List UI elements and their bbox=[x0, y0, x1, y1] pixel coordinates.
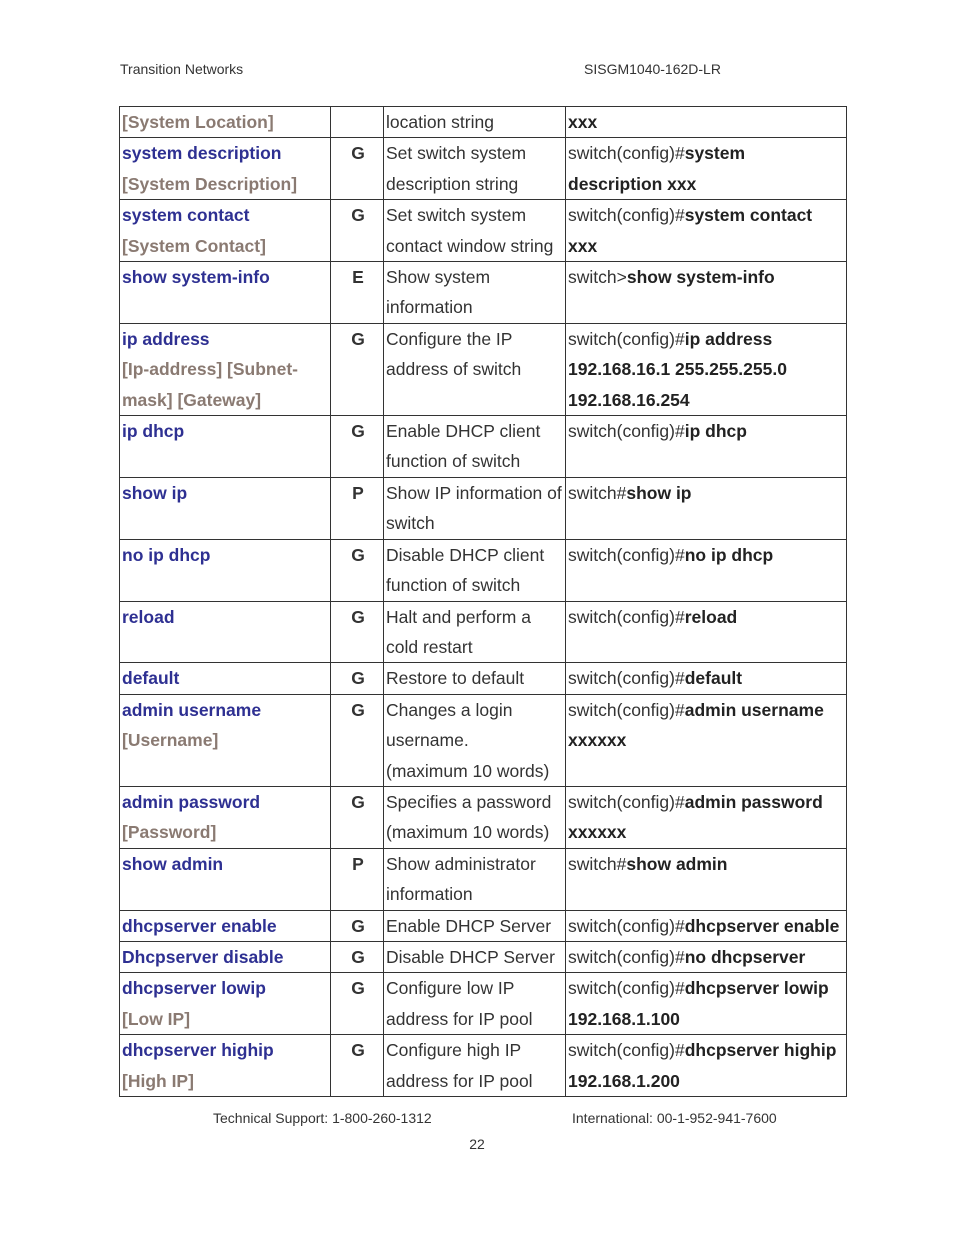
description-line: Configure the IP bbox=[386, 328, 513, 349]
mode-cell: G bbox=[331, 601, 384, 663]
example-line bbox=[568, 1004, 846, 1034]
description-line: Restore to default bbox=[386, 668, 525, 689]
description-cell bbox=[384, 323, 566, 415]
description-cell bbox=[384, 1035, 566, 1097]
command-cell bbox=[120, 694, 331, 786]
table-row bbox=[120, 539, 847, 601]
example-line bbox=[568, 602, 846, 632]
command-name: no ip dhcp bbox=[122, 544, 211, 565]
table-row bbox=[120, 1035, 847, 1097]
example-command: xxxxxx bbox=[568, 730, 627, 751]
command-cell bbox=[120, 941, 331, 972]
example-line bbox=[568, 817, 846, 847]
example-cell bbox=[566, 941, 847, 972]
example-prompt: switch(config)# bbox=[568, 946, 685, 967]
command-name: show ip bbox=[122, 482, 188, 503]
example-command: show admin bbox=[626, 853, 728, 874]
mode-cell: G bbox=[331, 416, 384, 478]
description-cell bbox=[384, 601, 566, 663]
example-line bbox=[568, 385, 846, 415]
description-line: switch bbox=[386, 513, 435, 534]
command-cell bbox=[120, 848, 331, 910]
example-line bbox=[568, 262, 846, 292]
header-model: SISGM1040-162D-LR bbox=[584, 61, 721, 77]
table-row bbox=[120, 941, 847, 972]
description-line: address for IP pool bbox=[386, 1070, 533, 1091]
header-company: Transition Networks bbox=[120, 61, 244, 77]
command-cell bbox=[120, 200, 331, 262]
example-line bbox=[568, 478, 846, 508]
description-line: information bbox=[386, 884, 473, 905]
description-line: location string bbox=[386, 112, 494, 132]
example-cell bbox=[566, 1035, 847, 1097]
example-line bbox=[568, 849, 846, 879]
example-command: ip address bbox=[684, 328, 773, 349]
page-number: 22 bbox=[469, 1136, 485, 1152]
mode-cell: G bbox=[331, 200, 384, 262]
mode-cell: G bbox=[331, 910, 384, 941]
description-line: Show system bbox=[386, 267, 491, 288]
command-parameter: [Low IP] bbox=[122, 1008, 191, 1029]
mode-cell: P bbox=[331, 848, 384, 910]
example-command: system bbox=[684, 143, 746, 164]
example-command: no dhcpserver bbox=[684, 946, 806, 967]
description-cell bbox=[384, 973, 566, 1035]
example-line bbox=[568, 107, 846, 137]
description-line: username. bbox=[386, 730, 469, 751]
description-cell bbox=[384, 848, 566, 910]
description-line: Disable DHCP client bbox=[386, 544, 545, 565]
command-table-body bbox=[120, 107, 847, 1097]
description-line: Changes a login bbox=[386, 699, 513, 720]
command-cell bbox=[120, 910, 331, 941]
command-name: dhcpserver enable bbox=[122, 915, 277, 936]
description-line: Set switch system bbox=[386, 205, 527, 226]
mode-cell: G bbox=[331, 323, 384, 415]
description-line: Enable DHCP Server bbox=[386, 915, 552, 936]
description-line: contact window string bbox=[386, 235, 554, 256]
command-parameter: mask] [Gateway] bbox=[122, 389, 262, 410]
description-cell bbox=[384, 107, 566, 138]
example-line bbox=[568, 169, 846, 199]
example-cell bbox=[566, 262, 847, 324]
example-prompt: switch(config)# bbox=[568, 699, 685, 720]
example-prompt: switch# bbox=[568, 853, 627, 874]
example-command: xxx bbox=[568, 235, 598, 256]
mode-cell: G bbox=[331, 694, 384, 786]
description-line: function of switch bbox=[386, 575, 521, 596]
description-cell bbox=[384, 910, 566, 941]
command-cell bbox=[120, 539, 331, 601]
description-line: Show IP information of bbox=[386, 482, 562, 503]
description-line: Specifies a password bbox=[386, 791, 552, 812]
example-line bbox=[568, 973, 846, 1003]
command-parameter: [Username] bbox=[122, 730, 219, 751]
table-row bbox=[120, 200, 847, 262]
example-prompt: switch(config)# bbox=[568, 978, 685, 999]
description-cell bbox=[384, 941, 566, 972]
command-name: system contact bbox=[122, 205, 250, 226]
example-line bbox=[568, 725, 846, 755]
description-cell bbox=[384, 663, 566, 694]
example-prompt: switch(config)# bbox=[568, 143, 685, 164]
command-parameter: [Ip-address] [Subnet- bbox=[122, 359, 298, 380]
command-name: admin username bbox=[122, 699, 262, 720]
table-row bbox=[120, 416, 847, 478]
command-name: dhcpserver highip bbox=[122, 1040, 274, 1061]
table-row bbox=[120, 138, 847, 200]
mode-cell: E bbox=[331, 262, 384, 324]
example-command: dhcpserver lowip bbox=[684, 978, 829, 999]
example-prompt: switch(config)# bbox=[568, 328, 685, 349]
command-name: admin password bbox=[122, 791, 261, 812]
example-prompt: switch# bbox=[568, 482, 627, 503]
table-row bbox=[120, 848, 847, 910]
command-table bbox=[119, 106, 847, 1097]
example-command: admin password bbox=[684, 791, 823, 812]
mode-cell: G bbox=[331, 1035, 384, 1097]
example-cell bbox=[566, 416, 847, 478]
example-prompt: switch(config)# bbox=[568, 606, 685, 627]
command-parameter: [System Location] bbox=[122, 112, 274, 132]
command-name: dhcpserver lowip bbox=[122, 978, 266, 999]
table-row bbox=[120, 694, 847, 786]
command-name: system description bbox=[122, 143, 282, 164]
description-line: Set switch system bbox=[386, 143, 527, 164]
description-line: Disable DHCP Server bbox=[386, 946, 555, 967]
example-cell bbox=[566, 973, 847, 1035]
example-command: 192.168.16.254 bbox=[568, 389, 690, 410]
example-command: 192.168.1.200 bbox=[568, 1070, 680, 1091]
description-line: cold restart bbox=[386, 636, 473, 657]
description-cell bbox=[384, 539, 566, 601]
table-row bbox=[120, 477, 847, 539]
table-row bbox=[120, 973, 847, 1035]
mode-cell: G bbox=[331, 941, 384, 972]
example-line bbox=[568, 138, 846, 168]
mode-cell: G bbox=[331, 973, 384, 1035]
command-name: reload bbox=[122, 606, 175, 627]
description-line: description string bbox=[386, 173, 519, 194]
example-command: xxxxxx bbox=[568, 822, 627, 843]
mode-cell: G bbox=[331, 138, 384, 200]
example-line bbox=[568, 354, 846, 384]
description-line: Halt and perform a bbox=[386, 606, 531, 627]
description-line: information bbox=[386, 297, 473, 318]
example-line bbox=[568, 416, 846, 446]
command-parameter: [System Contact] bbox=[122, 235, 266, 256]
table-row bbox=[120, 663, 847, 694]
example-line bbox=[568, 1066, 846, 1096]
table-row bbox=[120, 601, 847, 663]
example-cell bbox=[566, 539, 847, 601]
example-command: admin username bbox=[684, 699, 824, 720]
example-command: dhcpserver highip bbox=[684, 1040, 837, 1061]
footer-support: Technical Support: 1-800-260-1312 bbox=[213, 1110, 432, 1126]
description-line: Show administrator bbox=[386, 853, 536, 874]
example-line bbox=[568, 200, 846, 230]
description-line: Configure low IP bbox=[386, 978, 515, 999]
table-row bbox=[120, 910, 847, 941]
example-line bbox=[568, 663, 846, 693]
command-cell bbox=[120, 107, 331, 138]
description-line: Enable DHCP client bbox=[386, 421, 541, 442]
description-cell bbox=[384, 138, 566, 200]
example-line bbox=[568, 787, 846, 817]
command-cell bbox=[120, 416, 331, 478]
command-parameter: [High IP] bbox=[122, 1070, 194, 1091]
command-parameter: [System Description] bbox=[122, 173, 298, 194]
example-prompt: switch(config)# bbox=[568, 915, 685, 936]
command-cell bbox=[120, 601, 331, 663]
example-prompt: switch(config)# bbox=[568, 205, 685, 226]
example-cell bbox=[566, 107, 847, 138]
example-command: description xxx bbox=[568, 173, 697, 194]
example-prompt: switch(config)# bbox=[568, 668, 685, 689]
command-parameter: [Password] bbox=[122, 822, 217, 843]
example-prompt: switch(config)# bbox=[568, 544, 685, 565]
example-cell bbox=[566, 323, 847, 415]
command-name: ip dhcp bbox=[122, 421, 185, 442]
example-prompt: switch(config)# bbox=[568, 791, 685, 812]
example-command: show system-info bbox=[626, 267, 775, 288]
footer-international: International: 00-1-952-941-7600 bbox=[572, 1110, 777, 1126]
example-prompt: switch(config)# bbox=[568, 421, 685, 442]
command-name: show system-info bbox=[122, 267, 270, 288]
example-cell bbox=[566, 786, 847, 848]
example-line bbox=[568, 324, 846, 354]
command-cell bbox=[120, 477, 331, 539]
mode-cell bbox=[331, 107, 384, 138]
description-cell bbox=[384, 694, 566, 786]
description-cell bbox=[384, 786, 566, 848]
example-command: ip dhcp bbox=[684, 421, 747, 442]
description-cell bbox=[384, 477, 566, 539]
table-row bbox=[120, 262, 847, 324]
description-cell bbox=[384, 200, 566, 262]
command-cell bbox=[120, 663, 331, 694]
command-name: Dhcpserver disable bbox=[122, 946, 284, 967]
example-cell bbox=[566, 601, 847, 663]
command-cell bbox=[120, 323, 331, 415]
example-cell bbox=[566, 200, 847, 262]
command-cell bbox=[120, 786, 331, 848]
mode-cell: G bbox=[331, 539, 384, 601]
example-cell bbox=[566, 663, 847, 694]
command-name: default bbox=[122, 668, 180, 689]
example-cell bbox=[566, 477, 847, 539]
example-cell bbox=[566, 910, 847, 941]
example-cell bbox=[566, 694, 847, 786]
mode-cell: G bbox=[331, 786, 384, 848]
example-line bbox=[568, 942, 846, 972]
description-line: address for IP pool bbox=[386, 1008, 533, 1029]
example-command: 192.168.16.1 255.255.255.0 bbox=[568, 359, 787, 380]
command-cell bbox=[120, 1035, 331, 1097]
command-name: ip address bbox=[122, 328, 210, 349]
description-line: (maximum 10 words) bbox=[386, 760, 550, 781]
example-line bbox=[568, 540, 846, 570]
example-prompt: switch> bbox=[568, 267, 627, 288]
table-row bbox=[120, 786, 847, 848]
table-row bbox=[120, 107, 847, 138]
example-command: xxx bbox=[568, 112, 598, 132]
example-prompt: switch(config)# bbox=[568, 1040, 685, 1061]
description-line: address of switch bbox=[386, 359, 522, 380]
example-cell bbox=[566, 848, 847, 910]
command-cell bbox=[120, 973, 331, 1035]
example-line bbox=[568, 231, 846, 261]
description-line: Configure high IP bbox=[386, 1040, 522, 1061]
command-name: show admin bbox=[122, 853, 224, 874]
example-command: system contact bbox=[684, 205, 813, 226]
example-command: 192.168.1.100 bbox=[568, 1008, 680, 1029]
description-cell bbox=[384, 416, 566, 478]
command-cell bbox=[120, 262, 331, 324]
example-line bbox=[568, 695, 846, 725]
example-command: show ip bbox=[626, 482, 692, 503]
table-row bbox=[120, 323, 847, 415]
description-cell bbox=[384, 262, 566, 324]
mode-cell: P bbox=[331, 477, 384, 539]
description-line: function of switch bbox=[386, 451, 521, 472]
command-cell bbox=[120, 138, 331, 200]
example-line bbox=[568, 1035, 846, 1065]
example-cell bbox=[566, 138, 847, 200]
mode-cell: G bbox=[331, 663, 384, 694]
example-command: no ip dhcp bbox=[684, 544, 774, 565]
example-command: reload bbox=[684, 606, 738, 627]
example-command: default bbox=[684, 668, 743, 689]
example-command: dhcpserver enable bbox=[684, 915, 840, 936]
example-line bbox=[568, 911, 846, 941]
description-line: (maximum 10 words) bbox=[386, 822, 550, 843]
